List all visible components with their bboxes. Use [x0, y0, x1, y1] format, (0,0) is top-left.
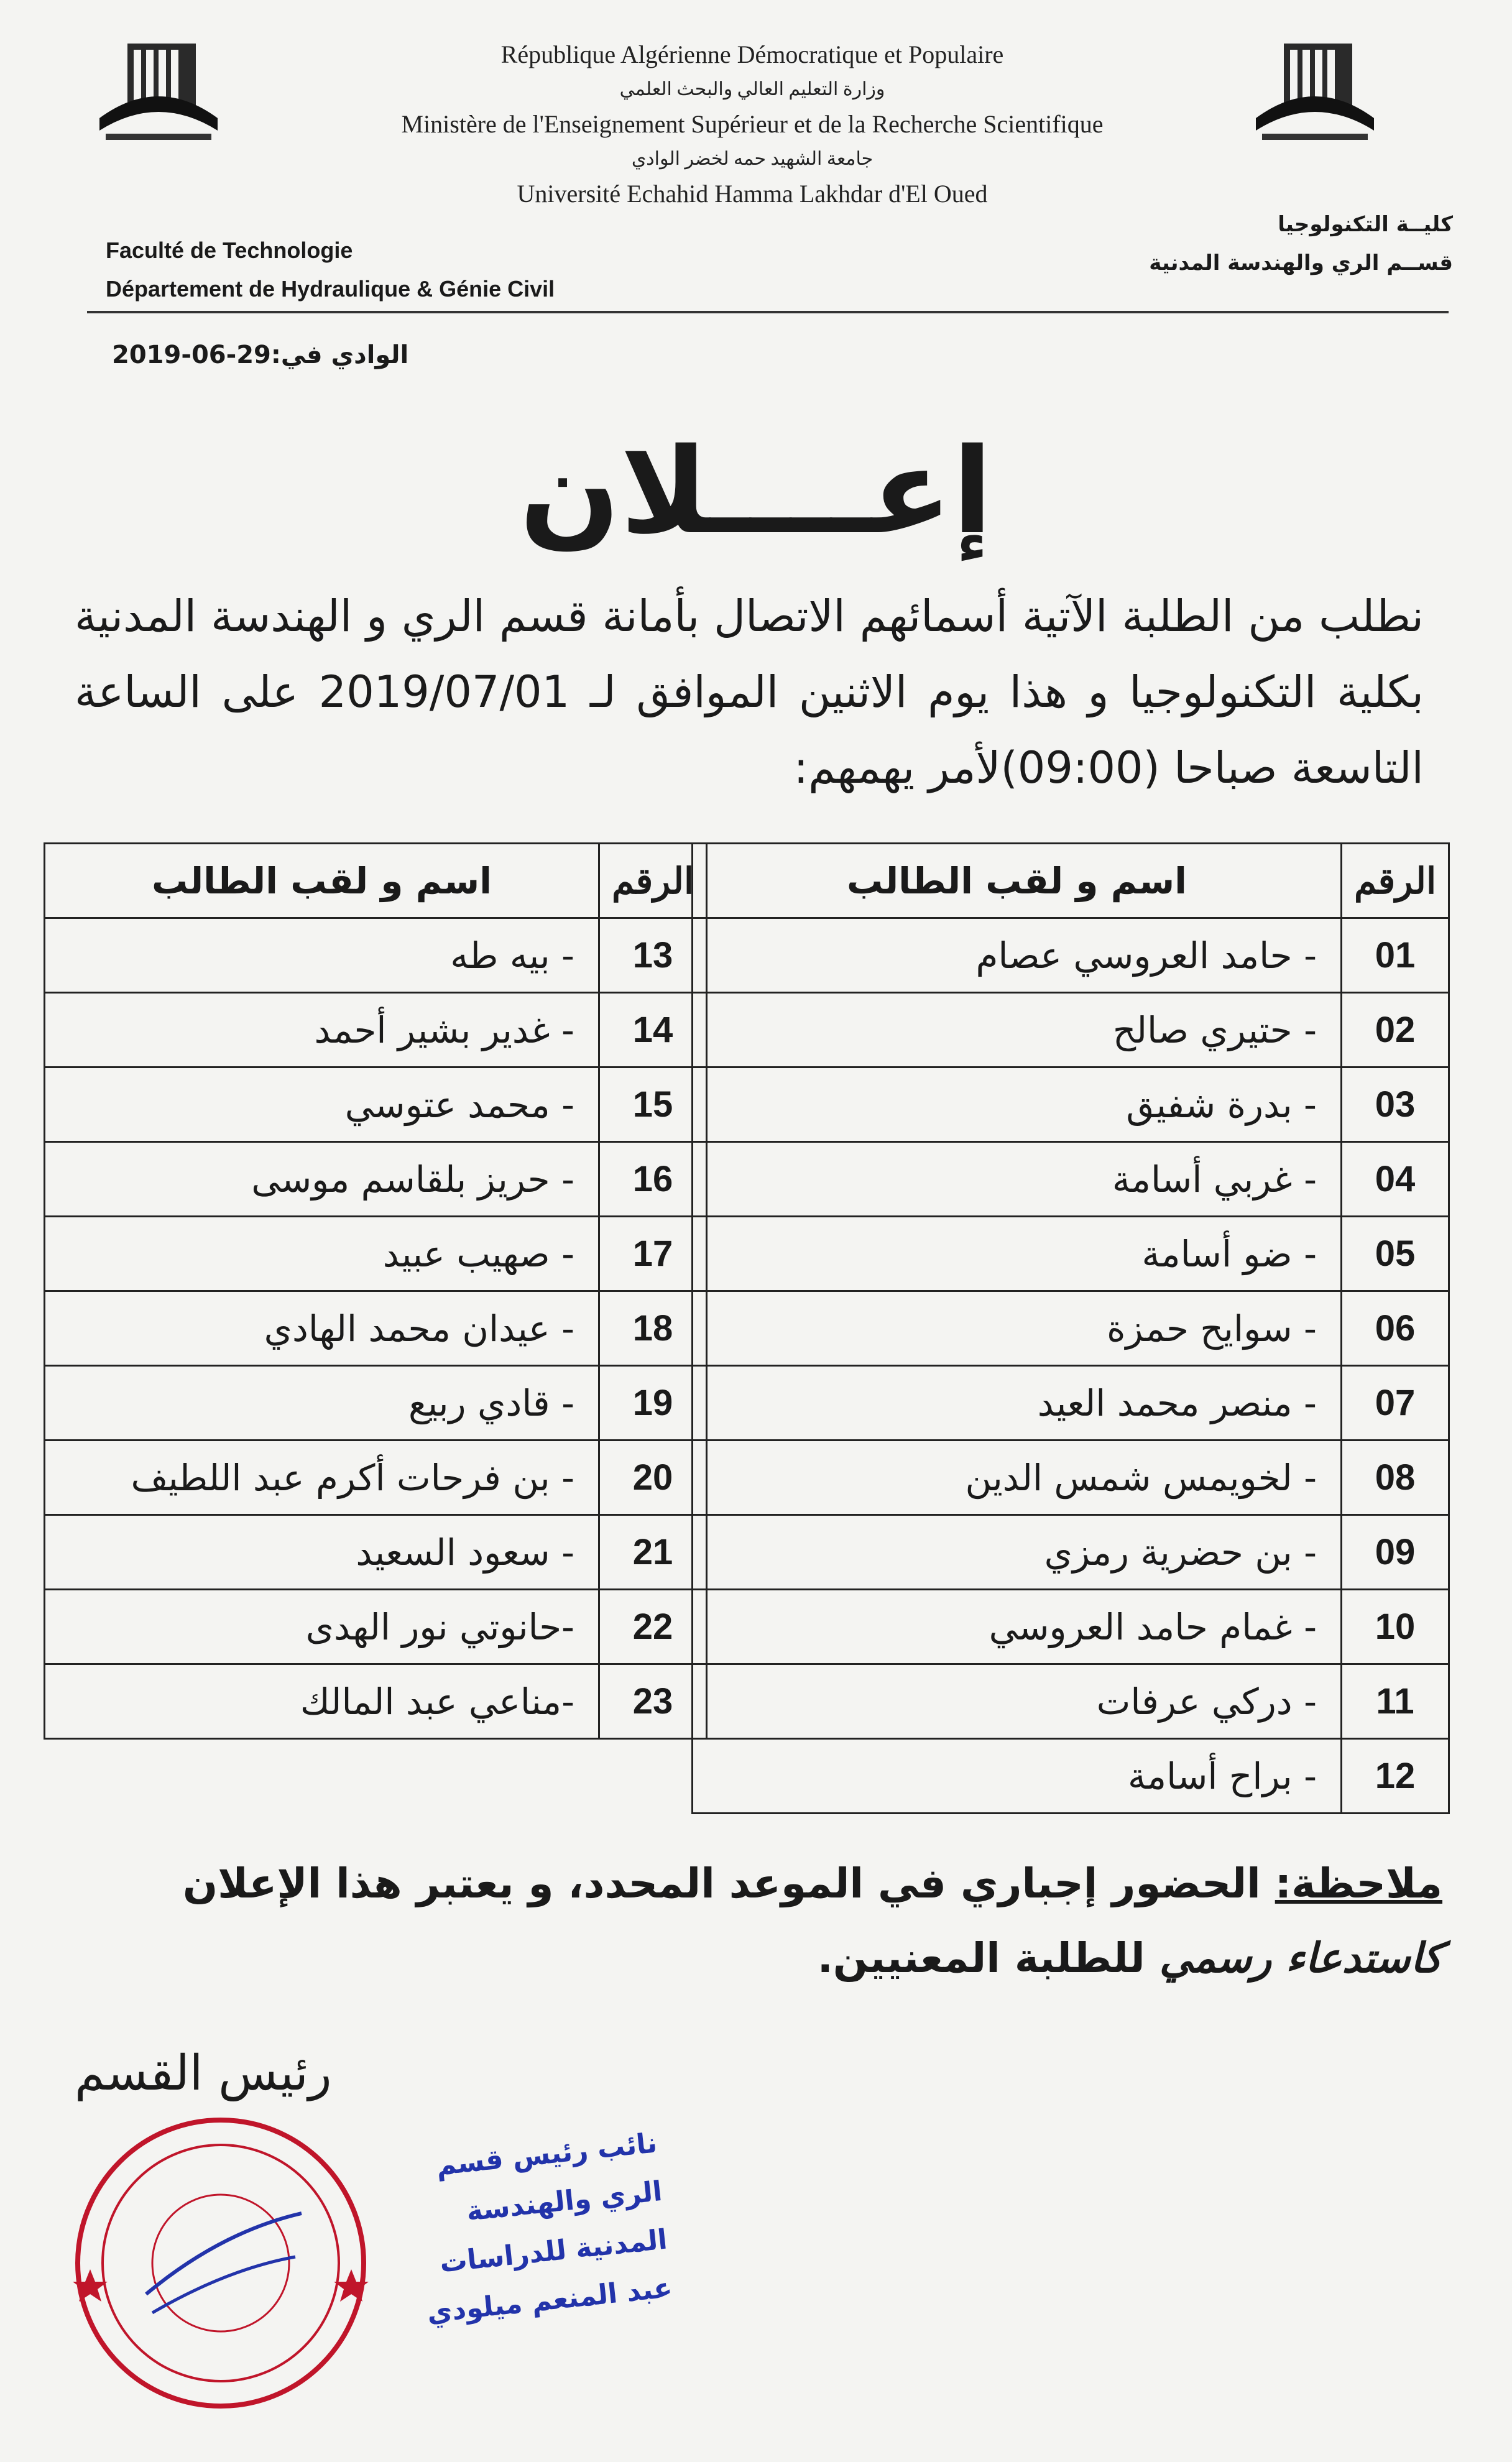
table-row: [693, 1067, 1449, 1142]
official-stamp: [65, 2108, 376, 2418]
ministry-name-fr: Ministère de l'Enseignement Supérieur et de la Recherche Scientifique: [401, 110, 1104, 138]
table-row: [693, 1291, 1449, 1366]
row-number: 19: [599, 1366, 707, 1441]
table-row: [693, 1664, 1449, 1739]
table-row: [693, 1739, 1449, 1814]
table-row: [45, 1142, 707, 1217]
remark-emphasis: كاستدعاء رسمي: [1159, 1934, 1442, 1982]
row-number: 08: [1342, 1441, 1449, 1515]
student-name: - بيه طه: [45, 918, 599, 993]
table-row: [693, 1217, 1449, 1291]
row-number: 06: [1342, 1291, 1449, 1366]
table-row: [693, 918, 1449, 993]
document-date: الوادي في:29-06-2019: [112, 341, 409, 369]
table-row: [45, 1441, 707, 1515]
table-row: [45, 993, 707, 1067]
faculty-name-fr: Faculté de Technologie: [106, 237, 353, 263]
table-row: [693, 1515, 1449, 1590]
column-header-number: الرقم: [1342, 844, 1449, 918]
faculty-block-fr: [106, 231, 555, 308]
table-row: [693, 993, 1449, 1067]
row-number: 03: [1342, 1067, 1449, 1142]
signature-name: عبد المنعم ميلودي: [425, 2272, 674, 2330]
header-divider: [87, 311, 1449, 313]
remark-text: الحضور إجباري في الموعد المحدد، و يعتبر هذا الإعلان: [182, 1860, 1275, 1907]
row-number: 23: [599, 1664, 707, 1739]
remark-tail: للطلبة المعنيين.: [817, 1934, 1159, 1982]
row-number: 20: [599, 1441, 707, 1515]
row-number: 01: [1342, 918, 1449, 993]
announcement-text: نطلب من الطلبة الآتية أسمائهم الاتصال بأمانة قسم الري و الهندسة المدنية بكلية التكنولوجيا و هذا يوم الاثنين الموافق لـ 2019/07/01 على الساعة التاسعة صباحا (09:00)لأمر يهمهم:: [75, 591, 1424, 793]
university-logo-right-icon: [1250, 25, 1380, 149]
table-row: [693, 1441, 1449, 1515]
row-number: 11: [1342, 1664, 1449, 1739]
column-header-name: اسم و لقب الطالب: [693, 844, 1342, 918]
student-name: - صهيب عبيد: [45, 1217, 599, 1291]
table-header-row: [45, 844, 707, 918]
row-number: 16: [599, 1142, 707, 1217]
row-number: 15: [599, 1067, 707, 1142]
student-name: -مناعي عبد المالك: [45, 1664, 599, 1739]
university-logo-left: [93, 25, 224, 149]
student-name: - غمام حامد العروسي: [693, 1590, 1342, 1664]
university-name-ar: جامعة الشهيد حمه لخضر الوادي: [631, 149, 874, 169]
table-row: [693, 1590, 1449, 1664]
student-name: - ضو أسامة: [693, 1217, 1342, 1291]
student-name: - عيدان محمد الهادي: [45, 1291, 599, 1366]
row-number: 04: [1342, 1142, 1449, 1217]
row-number: 17: [599, 1217, 707, 1291]
table-row: [693, 1366, 1449, 1441]
student-name: - سوايح حمزة: [693, 1291, 1342, 1366]
faculty-block-ar: [1149, 205, 1453, 282]
table-header-row: [693, 844, 1449, 918]
page-title: إعــــلان: [519, 423, 993, 560]
table-row: [693, 1142, 1449, 1217]
university-name-fr: Université Echahid Hamma Lakhdar d'El Oued: [517, 180, 988, 208]
signature-title-line1: نائب رئيس قسم الري والهندسة: [434, 2127, 664, 2228]
student-name: - بن حضرية رمزي: [693, 1515, 1342, 1590]
student-name: -حانوتي نور الهدى: [45, 1590, 599, 1664]
row-number: 14: [599, 993, 707, 1067]
department-name-fr: Département de Hydraulique & Génie Civil: [106, 276, 555, 302]
table-row: [45, 1664, 707, 1739]
notice-remark: [75, 1846, 1442, 1996]
row-number: 18: [599, 1291, 707, 1366]
signature-title-line2: المدنية للدراسات: [438, 2223, 669, 2279]
row-number: 02: [1342, 993, 1449, 1067]
stamp-seal-icon: [65, 2108, 376, 2418]
table-row: [45, 918, 707, 993]
student-name: - حامد العروسي عصام: [693, 918, 1342, 993]
row-number: 22: [599, 1590, 707, 1664]
student-name: - غربي أسامة: [693, 1142, 1342, 1217]
row-number: 13: [599, 918, 707, 993]
header-institution: [348, 37, 1156, 211]
row-number: 12: [1342, 1739, 1449, 1814]
table-row: [45, 1515, 707, 1590]
row-number: 05: [1342, 1217, 1449, 1291]
student-table-right: [691, 842, 1450, 1814]
remark-label: ملاحظة:: [1275, 1860, 1442, 1907]
table-row: [45, 1217, 707, 1291]
republic-name: République Algérienne Démocratique et Populaire: [500, 40, 1004, 68]
row-number: 21: [599, 1515, 707, 1590]
university-logo-right: [1250, 25, 1380, 149]
student-name: - لخويمس شمس الدين: [693, 1441, 1342, 1515]
student-name: - منصر محمد العيد: [693, 1366, 1342, 1441]
student-name: - بدرة شفيق: [693, 1067, 1342, 1142]
student-table-left: [44, 842, 708, 1740]
student-name: - محمد عتوسي: [45, 1067, 599, 1142]
ministry-name-ar: وزارة التعليم العالي والبحث العلمي: [619, 79, 885, 99]
department-head-title: رئيس القسم: [75, 2045, 332, 2101]
student-name: - براح أسامة: [693, 1739, 1342, 1814]
table-row: [45, 1291, 707, 1366]
row-number: 10: [1342, 1590, 1449, 1664]
table-row: [45, 1067, 707, 1142]
university-logo-left-icon: [93, 25, 224, 149]
student-name: - غدير بشير أحمد: [45, 993, 599, 1067]
student-name: - حريز بلقاسم موسى: [45, 1142, 599, 1217]
student-name: - سعود السعيد: [45, 1515, 599, 1590]
department-name-ar: قســم الري والهندسة المدنية: [1149, 251, 1453, 275]
row-number: 07: [1342, 1366, 1449, 1441]
student-name: - دركي عرفات: [693, 1664, 1342, 1739]
signature-block: [389, 2119, 675, 2340]
student-name: - بن فرحات أكرم عبد اللطيف: [45, 1441, 599, 1515]
faculty-name-ar: كليــة التكنولوجيا: [1278, 212, 1453, 237]
table-row: [45, 1366, 707, 1441]
row-number: 09: [1342, 1515, 1449, 1590]
student-name: - قادي ربيع: [45, 1366, 599, 1441]
column-header-number: الرقم: [599, 844, 707, 918]
table-row: [45, 1590, 707, 1664]
student-name: - حتيري صالح: [693, 993, 1342, 1067]
column-header-name: اسم و لقب الطالب: [45, 844, 599, 918]
